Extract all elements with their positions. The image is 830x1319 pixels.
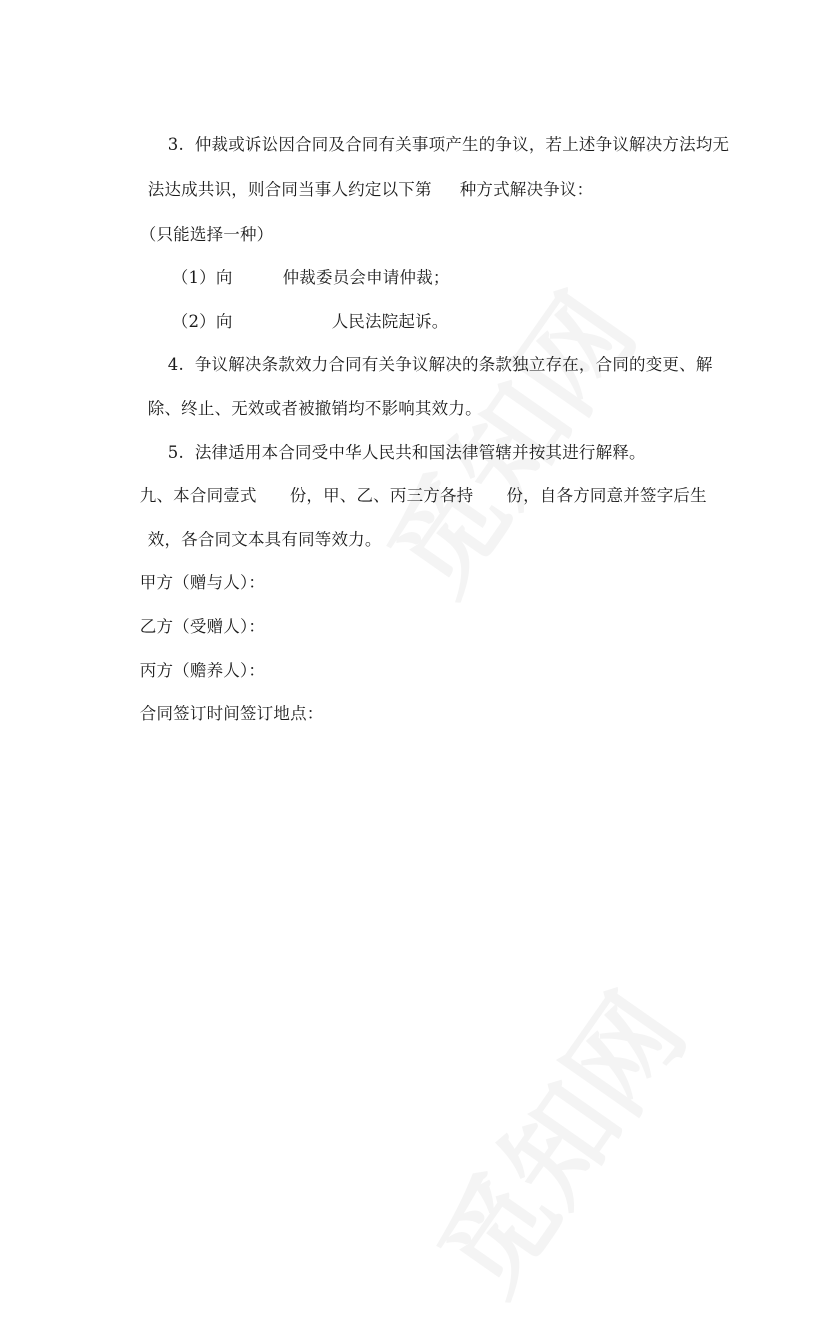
clause-4-text-2: 除、终止、无效或者被撤销均不影响其效力。 (147, 399, 482, 418)
clause-3-text-2b: 种方式解决争议： (459, 180, 594, 199)
option-2-prefix: （2）向 (171, 312, 233, 331)
clause-9-text-b: 份，甲、乙、丙三方各持 (289, 486, 474, 505)
clause-3-text-2a: 法达成共识，则合同当事人约定以下第 (147, 180, 432, 199)
clause-9-text-a: 九、本合同壹式 (139, 486, 257, 505)
sign-time-place-label: 合同签订时间签订地点： (139, 704, 324, 723)
watermark (396, 959, 715, 1319)
option-2-text: 人民法院起诉。 (331, 312, 449, 331)
party-b-label: 乙方（受赠人）： (139, 617, 266, 636)
party-a-label: 甲方（赠与人）： (139, 573, 266, 592)
clause-3-text-1: 3. 仲裁或诉讼因合同及合同有关事项产生的争议，若上述争议解决方法均无 (167, 135, 730, 154)
sign-time-place (118, 681, 323, 747)
clause-9-text-2: 效，各合同文本具有同等效力。 (147, 530, 382, 549)
choice-note-text: （只能选择一种） (139, 225, 274, 244)
clause-4-text-1: 4. 争议解决条款效力合同有关争议解决的条款独立存在，合同的变更、解 (167, 355, 713, 374)
option-1-prefix: （1）向 (171, 268, 233, 287)
clause-5-text-1: 5. 法律适用本合同受中华人民共和国法律管辖并按其进行解释。 (167, 443, 646, 462)
party-c-label: 丙方（赡养人）： (139, 661, 266, 680)
clause-9-text-c: 份，自各方同意并签字后生 (506, 486, 707, 505)
option-1-text: 仲裁委员会申请仲裁； (282, 268, 450, 287)
